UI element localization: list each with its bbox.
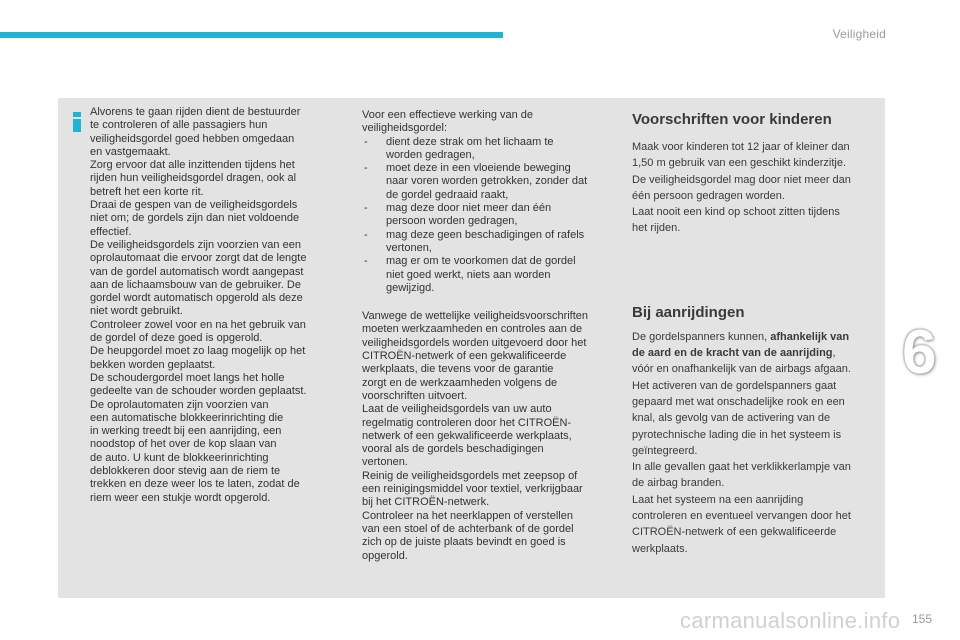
text-line: geïntegreerd. (632, 444, 698, 457)
section-title: Veiligheid (832, 27, 886, 41)
text-line: De schoudergordel moet langs het holle (90, 371, 285, 384)
text-line: rijden hun veiligheidsgordel dragen, ook al (90, 172, 297, 185)
bullet-dash: - (364, 162, 368, 175)
text-line: een automatische blokkeerinrichting die (90, 411, 284, 424)
info-icon (70, 112, 84, 132)
text-line: netwerk of een gekwalificeerde werkplaats, (362, 429, 572, 442)
text-line: dient deze strak om het lichaam te (386, 135, 554, 148)
text-line: controleren en eventueel vervangen door het (632, 510, 851, 523)
heading-collisions: Bij aanrijdingen (632, 303, 745, 321)
bullet-dash: - (364, 255, 368, 268)
text-line: betreft het een korte rit. (90, 185, 204, 198)
text-line: Het activeren van de gordelspanners gaat (632, 379, 837, 392)
text-line: niet wordt gebruikt. (90, 305, 183, 318)
text-line: 1,50 m gebruik van een geschikt kinderzitje. (632, 157, 847, 170)
text-line: de auto. U kunt de blokkeerinrichting (90, 451, 269, 464)
text-line: knal, als gevolg van de activering van de (632, 412, 831, 425)
text-line: niet om; de gordels zijn dan niet voldoende (90, 212, 300, 225)
text-line: Laat het systeem na een aanrijding (632, 493, 804, 506)
text-line: De oprolautomaten zijn voorzien van (90, 398, 269, 411)
text-line: te controleren of alle passagiers hun (90, 119, 268, 132)
watermark: carmanualsonline.info (680, 608, 901, 633)
text-line: gewijzigd. (386, 281, 435, 294)
text-line: Controleer zowel voor en na het gebruik van (90, 318, 306, 331)
text-line: de aard en de kracht van de aanrijding, (632, 347, 836, 360)
list-item (362, 136, 612, 163)
text-line: naar voren worden getrokken, zonder dat (386, 175, 588, 188)
text-line: voorschriften uitvoert. (362, 389, 468, 402)
text-line: riem weer een stukje wordt opgerold. (90, 491, 271, 504)
text-line: moet deze in een vloeiende beweging (386, 162, 571, 175)
chapter-number: 6 (902, 318, 937, 387)
text-line: Laat de veiligheidsgordels van uw auto (362, 403, 552, 416)
text-line: deblokkeren door stevig aan de riem te (90, 465, 281, 478)
regulations-column (632, 110, 882, 557)
text-line: noodstop of het over de kop slaan van (90, 438, 277, 451)
text-line: worden gedragen, (386, 148, 475, 161)
text-line: pyrotechnische lading die in het systeem is (632, 428, 842, 441)
requirements-list (362, 136, 612, 296)
text-line: het rijden. (632, 222, 681, 235)
text-line: Draai de gespen van de veiligheidsgordels (90, 199, 298, 212)
text-line: zorgt en de werkzaamheden volgens de (362, 376, 558, 389)
text-line: De heupgordel moet zo laag mogelijk op het (90, 345, 306, 358)
text-line: niet goed werkt, niets aan worden (386, 268, 551, 281)
text-line: effectief. (90, 225, 132, 238)
text-line: vóór en onafhankelijk van de airbags afgaan. (632, 363, 851, 376)
text-line: regelmatig controleren door het CITROËN- (362, 416, 572, 429)
text-line: veiligheidsgordel goed hebben omgedaan (90, 132, 295, 145)
collision-text (632, 329, 882, 557)
text-line: mag deze door niet meer dan één (386, 202, 552, 215)
heading-children: Voorschriften voor kinderen (632, 111, 832, 128)
text-line: De veiligheidsgordels zijn voorzien van een (90, 238, 301, 251)
text-line: persoon worden gedragen, (386, 215, 518, 228)
text-line: Alvorens te gaan rijden dient de bestuurder (90, 106, 301, 118)
bullet-dash: - (364, 202, 368, 215)
text-line: trekken en deze weer los te laten, zodat de (90, 478, 300, 491)
seatbelt-requirements-column (362, 109, 612, 563)
text-line: de gordel of deze goed is opgerold. (90, 332, 263, 345)
text-line: bij het CITROËN-netwerk. (362, 496, 490, 509)
text-line: vooral als de gordels beschadigingen (362, 443, 544, 456)
text-line: moeten werkzaamheden en controles aan de (362, 323, 583, 336)
text-line: werkplaats. (632, 542, 688, 555)
text-line: Maak voor kinderen tot 12 jaar of kleiner dan (632, 141, 850, 153)
text-line: De veiligheidsgordel mag door niet meer dan (632, 173, 851, 186)
text-line: in werking treedt bij een aanrijding, een (90, 425, 282, 438)
text-line: aan de lichaamsbouw van de gebruiker. De (90, 278, 301, 291)
text-line: oprolautomaat die ervoor zorgt dat de lengte (90, 252, 307, 265)
text-line: Zorg ervoor dat alle inzittenden tijdens het (90, 159, 295, 172)
seatbelt-info-column (90, 106, 342, 505)
text-line: CITROËN-netwerk of een gekwalificeerde (632, 526, 837, 539)
page-number: 155 (912, 612, 933, 626)
text-line: vertonen. (362, 456, 408, 469)
text-line: zich op de juiste plaats bevindt en goed is (362, 536, 566, 549)
list-item (362, 202, 612, 229)
text-line: en vastgemaakt. (90, 145, 171, 158)
list-item (362, 162, 612, 202)
header-accent-bar (0, 32, 503, 38)
text-line: De gordelspanners kunnen, afhankelijk van (632, 330, 850, 343)
text-line: mag er om te voorkomen dat de gordel (386, 255, 576, 268)
text-line: Controleer na het neerklappen of verstellen (362, 509, 573, 522)
text-line: Voor een effectieve werking van de (362, 109, 534, 121)
text-line: van een stoel of de achterbank of de gordel (362, 522, 574, 535)
text-line: gepaard met wat onschadelijke rook en een (632, 395, 845, 408)
bullet-dash: - (364, 228, 368, 241)
maintenance-text (362, 310, 612, 563)
requirements-intro (362, 109, 612, 136)
text-line: veiligheidsgordels worden uitgevoerd door het (362, 336, 587, 349)
list-item (362, 255, 612, 295)
text-line: van de gordel automatisch wordt aangepast (90, 265, 304, 278)
text-line: werkplaats, die tevens voor de garantie (362, 363, 554, 376)
text-line: Vanwege de wettelijke veiligheidsvoorschriften (362, 310, 589, 323)
bullet-dash: - (364, 135, 368, 148)
text-line: de airbag branden. (632, 477, 725, 490)
children-text (632, 139, 882, 237)
text-line: de gordel gedraaid raakt, (386, 188, 509, 201)
text-line: gedeelte van de schouder worden geplaatst. (90, 385, 307, 398)
text-line: gordel wordt automatisch opgerold als deze (90, 292, 303, 305)
text-line: één persoon gedragen worden. (632, 189, 785, 202)
text-line: CITROËN-netwerk of een gekwalificeerde (362, 350, 567, 363)
text-line: opgerold. (362, 549, 408, 562)
text-line: een reinigingsmiddel voor textiel, verkrijgbaar (362, 483, 583, 496)
text-line: veiligheidsgordel: (362, 122, 447, 135)
text-line: In alle gevallen gaat het verklikkerlampje van (632, 461, 851, 474)
text-line: vertonen, (386, 241, 432, 254)
text-line: Laat nooit een kind op schoot zitten tijdens (632, 206, 840, 219)
text-line: bekken worden geplaatst. (90, 358, 216, 371)
list-item (362, 229, 612, 256)
text-line: Reinig de veiligheidsgordels met zeepsop of (362, 469, 578, 482)
text-line: mag deze geen beschadigingen of rafels (386, 228, 585, 241)
